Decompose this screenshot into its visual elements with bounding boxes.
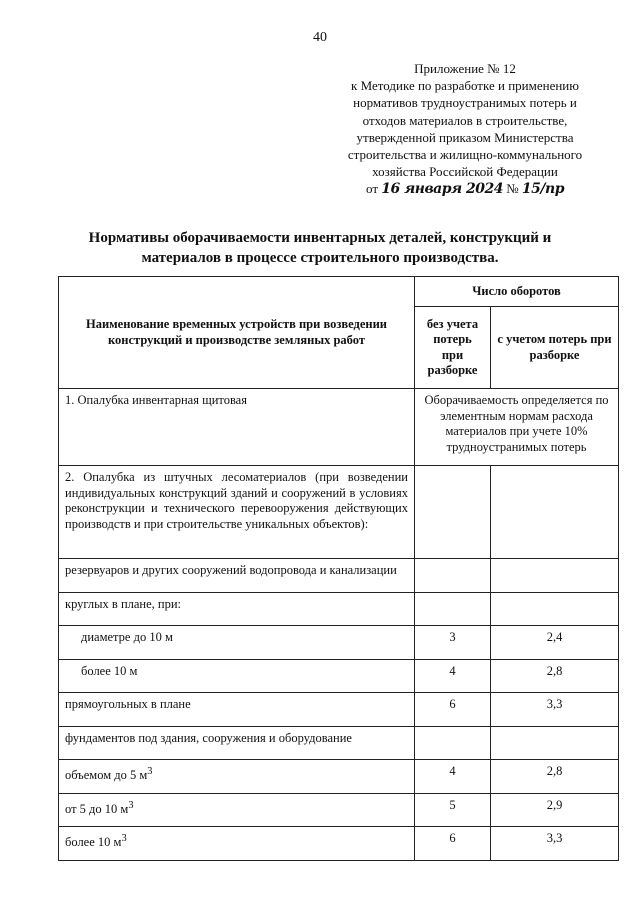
table-row [59,559,619,593]
row-value-with-losses: 2,8 [491,760,619,794]
row-merged-note: Оборачиваемость определяется по элементным нормам расхода материалов при учете 10% трудноустранимых потерь [415,389,619,466]
row-value-with-losses [491,466,619,559]
row-value-with-losses [491,593,619,626]
header-turnover-group: Число оборотов [415,277,619,307]
row-value-without-losses [415,466,491,559]
row-name-text: от 5 до 10 м [65,802,129,817]
row-name [59,760,415,794]
appendix-line: отходов материалов в строительстве, [362,112,568,128]
row-name: фундаментов под здания, сооружения и оборудование [59,727,415,760]
appendix-line: утвержденной приказом Министерства [356,129,574,145]
table-row [59,593,619,626]
header-without-losses: без учета потерь при разборке [415,307,491,389]
row-name: более 10 м [59,660,415,693]
table-row [59,660,619,693]
row-name: прямоугольных в плане [59,693,415,727]
row-name [59,794,415,827]
appendix-line: хозяйства Российской Федерации [372,164,558,180]
unit-superscript: 3 [147,766,153,777]
document-title: Нормативы оборачиваемости инвентарных деталей, конструкций и материалов в процессе строительного производства. [88,230,552,266]
table-row [59,727,619,760]
row-value-without-losses [415,559,491,593]
appendix-title: Приложение № 12 [414,61,516,76]
appendix-line: строительства и жилищно-коммунального [347,147,583,163]
row-value-without-losses: 6 [415,693,491,727]
row-value-without-losses: 3 [415,626,491,660]
row-value-with-losses: 3,3 [491,693,619,727]
row-value-with-losses: 2,9 [491,794,619,827]
handwritten-number: 15/пр [521,181,564,198]
row-name: 1. Опалубка инвентарная щитовая [59,389,415,466]
table-row [59,626,619,660]
appendix-line: нормативов трудноустранимых потерь и [353,95,577,111]
table-row [59,794,619,827]
appendix-line: к Методике по разработке и применению [351,78,579,94]
table-row [59,693,619,727]
row-value-with-losses: 2,8 [491,660,619,693]
row-value-with-losses [491,559,619,593]
table-row [59,760,619,794]
row-value-with-losses [491,727,619,760]
row-value-with-losses: 2,4 [491,626,619,660]
table-row [59,827,619,861]
unit-superscript: 3 [121,833,127,844]
row-name-text: более 10 м [65,835,122,850]
table-row [59,466,619,559]
appendix-block [330,60,600,199]
row-name: резервуаров и других сооружений водопровода и канализации [59,559,415,593]
row-value-without-losses: 6 [415,827,491,861]
row-value-without-losses: 5 [415,794,491,827]
row-value-with-losses: 3,3 [491,827,619,861]
header-device-name: Наименование временных устройств при возведении конструкций и производстве земляных работ [59,277,415,389]
row-value-without-losses: 4 [415,660,491,693]
header-with-losses: с учетом потерь при разборке [491,307,619,389]
row-value-without-losses [415,593,491,626]
row-name [59,827,415,861]
row-name: круглых в плане, при: [59,593,415,626]
number-prefix: № [506,181,519,197]
unit-superscript: 3 [128,800,134,811]
table-header-row [59,277,619,307]
date-prefix: от [366,181,379,197]
page-number: 40 [313,30,327,45]
order-date-line [366,180,564,198]
handwritten-date: 16 января 2024 [381,181,504,198]
row-value-without-losses [415,727,491,760]
table-row [59,389,619,466]
row-value-without-losses: 4 [415,760,491,794]
row-name: диаметре до 10 м [59,626,415,660]
row-name: 2. Опалубка из штучных лесоматериалов (при возведении индивидуальных конструкций зданий и сооружений в условиях реконструкции и технического перевооружения действующих производств и при строительстве уникальных объектов): [59,466,415,559]
row-name-text: объемом до 5 м [65,768,148,783]
norms-table [58,276,619,861]
